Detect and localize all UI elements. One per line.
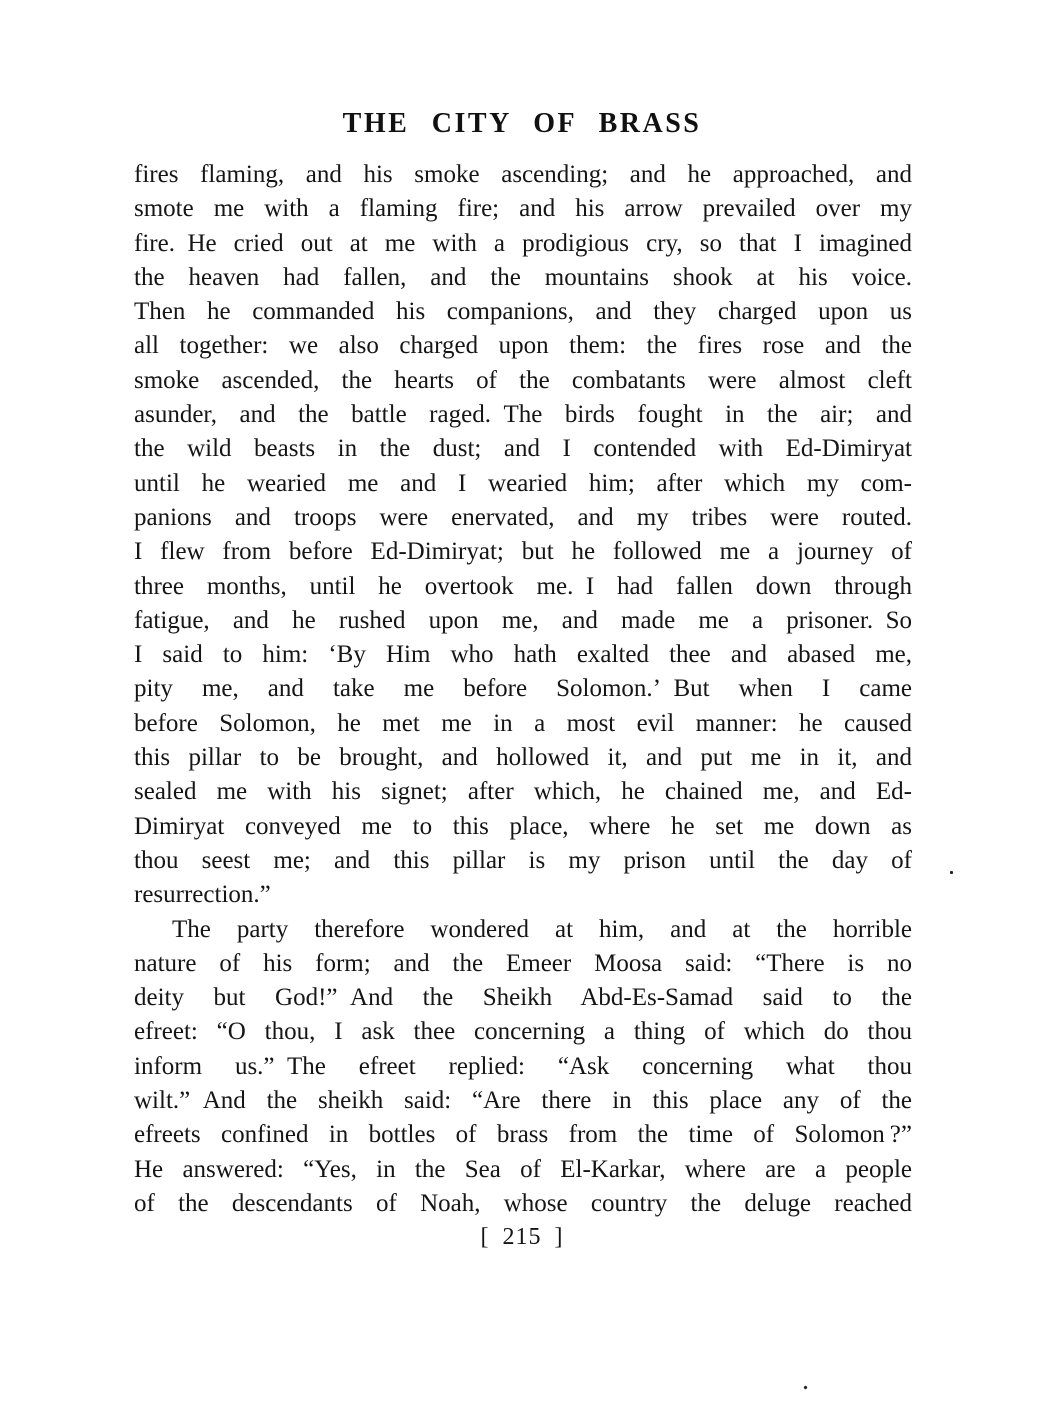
text-line: asunder, and the battle raged. The birds fought in the air; and — [134, 401, 912, 429]
page-number: [ 215 ] — [480, 1224, 564, 1250]
text-line: The party therefore wondered at him, and at the horrible — [172, 915, 912, 943]
text-line: resurrection.” — [134, 881, 271, 909]
text-line: all together: we also charged upon them: the fires rose and the — [134, 332, 912, 360]
text-line: fatigue, and he rushed upon me, and made me a prisoner. So — [134, 606, 912, 634]
text-line: I said to him: ‘By Him who hath exalted thee and abased me, — [134, 641, 912, 669]
text-line: efreet: “O thou, I ask thee concerning a thing of which do thou — [134, 1018, 912, 1046]
text-line: fires flaming, and his smoke ascending; and he approached, and — [134, 161, 912, 188]
scan-speck — [950, 871, 953, 874]
text-line: the wild beasts in the dust; and I contended with Ed-Dimiryat — [134, 435, 912, 463]
scan-speck — [803, 1385, 807, 1389]
text-line: pity me, and take me before Solomon.’ But when I came — [134, 675, 912, 703]
text-line: smote me with a flaming fire; and his arrow prevailed over my — [134, 195, 912, 223]
text-line: wilt.” And the sheikh said: “Are there in this place any of the — [134, 1087, 912, 1115]
text-line: fire. He cried out at me with a prodigious cry, so that I imagined — [134, 229, 912, 257]
text-line: this pillar to be brought, and hollowed it, and put me in it, and — [134, 744, 912, 772]
text-line: smoke ascended, the hearts of the combatants were almost cleft — [134, 366, 912, 394]
text-line: He answered: “Yes, in the Sea of El-Karkar, where are a people — [134, 1155, 912, 1183]
text-line: Dimiryat conveyed me to this place, where he set me down as — [134, 812, 912, 840]
text-line: three months, until he overtook me. I had fallen down through — [134, 572, 912, 600]
body-text — [134, 158, 912, 1221]
text-line: thou seest me; and this pillar is my prison until the day of — [134, 846, 912, 874]
text-line: before Solomon, he met me in a most evil manner: he caused — [134, 709, 912, 737]
page-title: THE CITY OF BRASS — [342, 108, 702, 139]
text-line: of the descendants of Noah, whose country the deluge reached — [134, 1189, 912, 1217]
text-line: Then he commanded his companions, and they charged upon us — [134, 298, 912, 326]
text-line: nature of his form; and the Emeer Moosa said: “There is no — [134, 949, 912, 977]
text-line: the heaven had fallen, and the mountains shook at his voice. — [134, 263, 912, 291]
text-line: inform us.” The efreet replied: “Ask concerning what thou — [134, 1052, 912, 1080]
text-line: until he wearied me and I wearied him; after which my com- — [134, 469, 912, 497]
text-line: panions and troops were enervated, and my tribes were routed. — [134, 503, 912, 531]
text-line: I flew from before Ed-Dimiryat; but he followed me a journey of — [134, 538, 912, 566]
text-line: efreets confined in bottles of brass from the time of Solomon ?” — [134, 1121, 912, 1149]
text-line: sealed me with his signet; after which, he chained me, and Ed- — [134, 778, 912, 806]
text-line: deity but God!” And the Sheikh Abd-Es-Samad said to the — [134, 984, 912, 1012]
